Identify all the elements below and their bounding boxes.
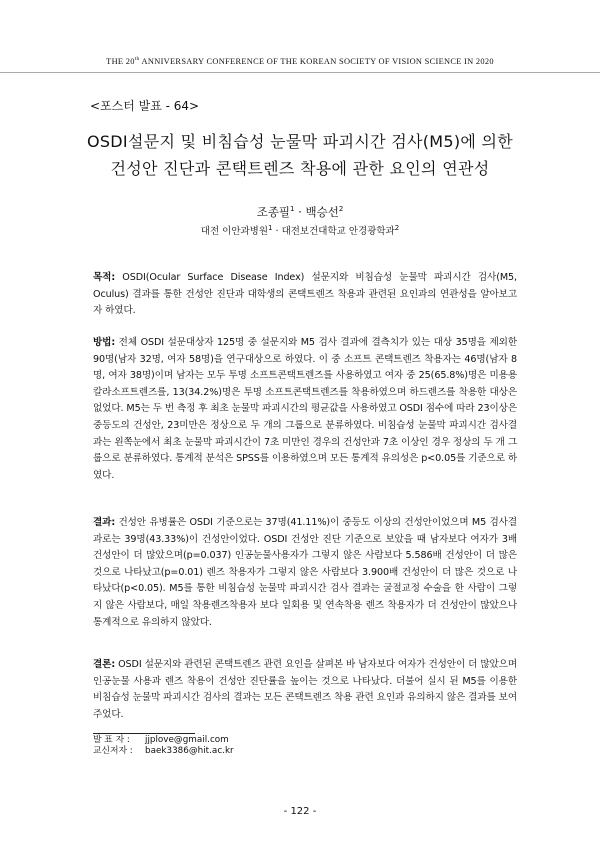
conference-header: THE 20th ANNIVERSARY CONFERENCE OF THE KOREAN SOCIETY OF VISION SCIENCE IN 2020	[106, 56, 494, 66]
methods-paragraph: 방법: 전체 OSDI 설문대상자 125명 중 설문지와 M5 검사 결과에 결측치가 있는 대상 35명을 제외한 90명(남자 32명, 여자 58명)을 연구대상으로 하였다. 이 중 소프트 콘택트렌즈 착용자는 46명(남자 8명, 여자 38명)이며 남자는 모두 투명 소프트콘택트렌즈를 사용하였고 여자 중 25(65.8%)명은 미용용 칼라소프트렌즈를, 13(34.2%)명은 투명 소프트콘택트렌즈를 착용하였으며 하드렌즈를 착용한 대상은 없었다. M5는 두 번 측정 후 최초 눈물막 파괴시간의 평균값을 사용하였고 OSDI 점수에 따라 23이상은 중등도의 건성안, 23미만은 정상으로 두 개의 그룹으로 분류하였다. 비침습성 눈물막 파괴시간 검사결과는 왼쪽눈에서 최초 눈물막 파괴시간이 7초 미만인 경우의 건성안과 7초 이상인 경우 정상의 두 개 그룹으로 분류하였다. 통계적 분석은 SPSS를 이용하였으며 모든 통계적 유의성은 p<0.05를 기준으로 하였다.	[93, 337, 517, 481]
page-number: - 122 -	[283, 806, 317, 817]
presenter-footnote: 발 표 자 : jjplove@gmail.com	[93, 735, 229, 745]
presenter-email: jjplove@gmail.com	[145, 735, 229, 745]
purpose-paragraph: 목적: OSDI(Ocular Surface Disease Index) 설문지와 비침습성 눈물막 파괴시간 검사(M5, Oculus) 결과를 통한 건성안 진단과 대학생의 콘택트렌즈 착용과 관련된 요인과의 연관성을 알아보고자 하였다.	[93, 272, 517, 317]
footnote-rule	[93, 733, 195, 734]
authors: 조종필$^1$ · 백승선$^2$	[256, 205, 344, 219]
title-line-1: OSDI설문지 및 비침습성 눈물막 파괴시간 검사(M5)에 의한	[86, 132, 514, 151]
affiliations: 대전 이안과병원$^1$ · 대전보건대학교 안경광학과$^2$	[200, 223, 400, 237]
corresponding-footnote: 교신저자 : baek3386@hit.ac.kr	[93, 746, 234, 756]
corresponding-email: baek3386@hit.ac.kr	[145, 746, 234, 756]
header-rule	[0, 72, 600, 73]
title-line-2: 건성안 진단과 콘택트렌즈 착용에 관한 요인의 연관성	[110, 159, 490, 178]
results-paragraph: 결과: 건성안 유병률은 OSDI 기준으로는 37명(41.11%)이 중등도 이상의 건성안이었으며 M5 검사결과로는 39명(43.33%)이 건성안이었다. OSDI 건성안 진단 기준으로 보았을 때 남자보다 여자가 3배 건성안이 더 많았으며(p=0.037) 인공눈물사용자가 그렇지 않은 사람보다 5.586배 건성안이 더 많은 것으로 나타났고(p=0.01) 렌즈 착용자가 그렇지 않은 사람보다 3.900배 건성안이 더 많은 것으로 나타났다(p<0.05). M5를 통한 비침습성 눈물막 파괴시간 검사 결과는 굴절교정 수술을 한 사람이 그렇지 않은 사람보다, 매일 착용렌즈착용자 보다 일회용 및 연속착용 렌즈 착용자가 더 건성안이 많았으나 통계적으로 유의하지 않았다.	[93, 517, 517, 628]
conclusion-paragraph: 결론: OSDI 설문지와 관련된 콘택트렌즈 관련 요인을 살펴본 바 남자보다 여자가 건성안이 더 많았으며 인공눈물 사용과 렌즈 착용이 건성안 진단률을 높이는 것으로 나타났다. 더불어 실시 된 M5를 이용한 비침습성 눈물막 파괴시간 검사의 결과는 모든 콘택트렌즈 착용 관련 요인과 유의하지 않은 결과를 보여주었다.	[93, 659, 517, 720]
paper-title	[0, 128, 600, 182]
session-label: <포스터 발표 - 64>	[90, 99, 200, 113]
